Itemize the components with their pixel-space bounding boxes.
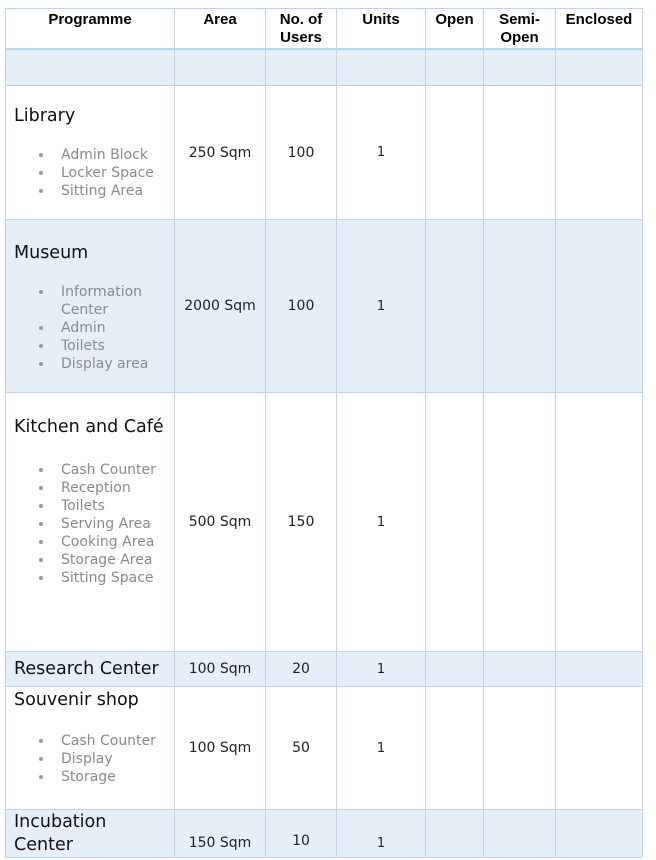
area-value: 150 Sqm: [175, 810, 266, 858]
programme-cell: [6, 220, 175, 393]
sub-item: Storage Area: [61, 551, 174, 569]
enclosed-cell: [556, 393, 643, 652]
programme-name: Incubation Center: [14, 812, 107, 855]
open-cell: [426, 810, 484, 858]
semi-open-cell: [484, 652, 556, 687]
units-value: 1: [337, 220, 426, 393]
open-cell: [426, 687, 484, 810]
users-value: 150: [266, 393, 337, 652]
sub-item: Locker Space: [61, 164, 174, 182]
enclosed-cell: [556, 220, 643, 393]
programme-cell: [6, 86, 175, 220]
sub-item: Sitting Space: [61, 569, 174, 587]
units-value: 1: [337, 687, 426, 810]
programme-name: Museum: [14, 243, 89, 263]
area-value: 500 Sqm: [175, 393, 266, 652]
open-cell: [426, 652, 484, 687]
header-users: No. of Users: [266, 9, 337, 49]
sub-item: Cash Counter: [61, 732, 174, 750]
semi-open-cell: [484, 687, 556, 810]
sub-item: Display: [61, 750, 174, 768]
empty-cell: [337, 49, 426, 86]
table-row-museum: [6, 220, 643, 393]
sub-item: Toilets: [61, 337, 174, 355]
users-value: 20: [266, 652, 337, 687]
sub-item: Reception: [61, 479, 174, 497]
semi-open-cell: [484, 393, 556, 652]
users-value: 10: [266, 810, 337, 858]
open-cell: [426, 220, 484, 393]
programme-cell: [6, 810, 175, 858]
units-value: 1: [337, 86, 426, 220]
area-value: 100 Sqm: [175, 687, 266, 810]
semi-open-cell: [484, 86, 556, 220]
sub-item: Serving Area: [61, 515, 174, 533]
programme-name: Souvenir shop: [14, 690, 139, 710]
sub-item: Cooking Area: [61, 533, 174, 551]
header-semi-open: Semi-Open: [484, 9, 556, 49]
table-row-library: [6, 86, 643, 220]
area-value: 250 Sqm: [175, 86, 266, 220]
units-value: 1: [337, 393, 426, 652]
users-value: 50: [266, 687, 337, 810]
empty-row: [6, 49, 643, 86]
empty-cell: [175, 49, 266, 86]
table-row-research-center: [6, 652, 643, 687]
open-cell: [426, 86, 484, 220]
sub-item-list: [14, 732, 174, 786]
empty-cell: [266, 49, 337, 86]
units-value: 1: [337, 652, 426, 687]
sub-item: Admin: [61, 319, 174, 337]
table-row-souvenir-shop: [6, 687, 643, 810]
sub-item-list: [14, 283, 174, 373]
programme-cell: [6, 687, 175, 810]
empty-cell: [484, 49, 556, 86]
table-row-kitchen-and-cafe: [6, 393, 643, 652]
programme-name: Library: [14, 106, 76, 126]
enclosed-cell: [556, 652, 643, 687]
sub-item: Sitting Area: [61, 182, 174, 200]
empty-cell: [426, 49, 484, 86]
sub-item: Storage: [61, 768, 174, 786]
users-value: 100: [266, 86, 337, 220]
enclosed-cell: [556, 810, 643, 858]
header-area: Area: [175, 9, 266, 49]
semi-open-cell: [484, 810, 556, 858]
area-value: 100 Sqm: [175, 652, 266, 687]
enclosed-cell: [556, 86, 643, 220]
header-open: Open: [426, 9, 484, 49]
programme-table-container: [5, 8, 643, 858]
sub-item: Information Center: [61, 283, 174, 319]
programme-table: [5, 8, 643, 858]
header-row: [6, 9, 643, 49]
header-programme: Programme: [6, 9, 175, 49]
area-value: 2000 Sqm: [175, 220, 266, 393]
semi-open-cell: [484, 220, 556, 393]
sub-item: Display area: [61, 355, 174, 373]
programme-name: Research Center: [14, 658, 159, 679]
programme-cell: [6, 652, 175, 687]
users-value: 100: [266, 220, 337, 393]
sub-item: Cash Counter: [61, 461, 174, 479]
sub-item-list: [14, 461, 174, 587]
enclosed-cell: [556, 687, 643, 810]
empty-cell: [6, 49, 175, 86]
units-value: 1: [337, 810, 426, 858]
sub-item-list: [14, 146, 174, 200]
empty-cell: [556, 49, 643, 86]
header-units: Units: [337, 9, 426, 49]
table-row-incubation-center: [6, 810, 643, 858]
open-cell: [426, 393, 484, 652]
programme-name: Kitchen and Café: [14, 417, 164, 437]
sub-item: Admin Block: [61, 146, 174, 164]
header-enclosed: Enclosed: [556, 9, 643, 49]
programme-cell: [6, 393, 175, 652]
sub-item: Toilets: [61, 497, 174, 515]
